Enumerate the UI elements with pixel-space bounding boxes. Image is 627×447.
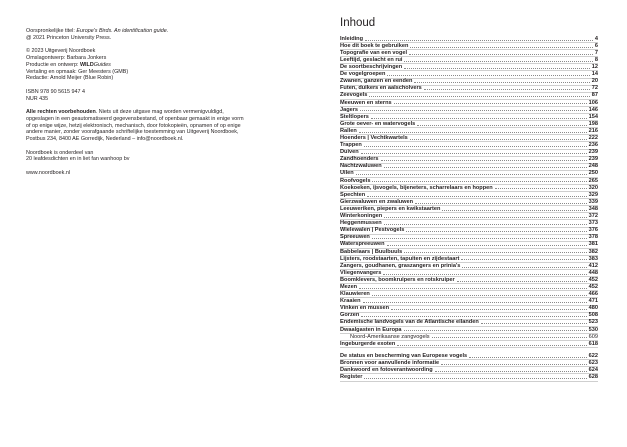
- toc-entry-title: Dankwoord en fotoverantwoording: [340, 367, 433, 373]
- toc-entry-title: Zangers, goudhanen, graszangers en prinia's: [340, 262, 461, 269]
- toc-leader-dots: [356, 174, 587, 175]
- toc-entry-title: Lijsters, roodstaarten, tapuiten en zijdestaart: [340, 255, 460, 262]
- toc-entry-title: Koekoeken, ijsvogels, bijeneters, scharrelaars en hoppen: [340, 184, 493, 191]
- toc-entry-page: 471: [588, 298, 598, 305]
- toc-entry-title: Roofvogels: [340, 177, 371, 184]
- toc-entry: [340, 367, 598, 374]
- toc-entry-page: 4: [594, 35, 598, 42]
- toc-entry-title: Futen, duikers en aalscholvers: [340, 85, 422, 92]
- toc-leader-dots: [391, 309, 587, 310]
- toc-entry-page: 8: [594, 56, 598, 63]
- toc-entry-title: Hoe dit boek te gebruiken: [340, 42, 409, 49]
- nur: NUR 435: [26, 95, 49, 102]
- toc-entry-page: 448: [588, 269, 598, 276]
- toc-entry-title: Zeevogels: [340, 92, 368, 99]
- toc-entry-title: Grote oever- en watervogels: [340, 120, 416, 127]
- toc-leader-dots: [404, 68, 590, 69]
- toc-leader-dots: [365, 40, 593, 41]
- toc-entry: [340, 121, 598, 128]
- toc-entry: [340, 374, 598, 381]
- toc-entry-title: Inleiding: [340, 35, 363, 42]
- translation-line: Vertaling en opmaak: Ger Meesters (GMB): [26, 68, 129, 75]
- toc-leader-dots: [381, 160, 587, 161]
- toc-leader-dots: [414, 82, 589, 83]
- toc-leader-dots: [462, 267, 586, 268]
- toc-entry-page: 480: [588, 305, 598, 312]
- toc-entry: [340, 341, 598, 348]
- toc-entry-title: Register: [340, 374, 363, 381]
- toc-leader-dots: [359, 132, 587, 133]
- credits-block: [26, 48, 296, 82]
- toc-entry: [340, 164, 598, 171]
- toc-leader-dots: [359, 288, 587, 289]
- toc-entry-title: Gierzwaluwen en zwaluwen: [340, 198, 414, 205]
- rights-heading: Alle rechten voorbehouden: [26, 108, 96, 115]
- toc-entry-page: 381: [588, 241, 598, 248]
- wildguides-logo: WILD: [79, 61, 94, 68]
- toc-entry-title: Topografie van een vogel: [340, 49, 408, 56]
- toc-leader-dots: [387, 245, 587, 246]
- toc-leader-dots: [461, 259, 586, 260]
- toc-leader-dots: [415, 203, 587, 204]
- website: www.noordboek.nl: [26, 169, 71, 176]
- toc-leader-dots: [364, 378, 586, 379]
- toc-entry-page: 452: [588, 283, 598, 290]
- toc-entry-title: Klauwieren: [340, 291, 370, 298]
- toc-entry-page: 348: [588, 205, 598, 212]
- toc-entry-page: 20: [591, 78, 598, 85]
- toc-leader-dots: [404, 252, 586, 253]
- toc-entry-page: 623: [588, 359, 598, 366]
- toc-entry-page: 239: [588, 156, 598, 163]
- toc-entry-title: Winterkoningen: [340, 213, 383, 220]
- toc-entry-page: 622: [588, 352, 598, 359]
- toc-entry-title: Spechten: [340, 191, 366, 198]
- toc-entry-page: 6: [594, 42, 598, 49]
- cover-design-line: Omslagontwerp: Barbara Jonkers: [26, 54, 107, 61]
- toc-entry-page: 609: [588, 333, 598, 340]
- toc-leader-dots: [404, 61, 592, 62]
- toc-leader-dots: [360, 110, 587, 111]
- toc-entry: [340, 277, 598, 284]
- toc-entry-page: 376: [588, 227, 598, 234]
- toc-title: Inhoud: [340, 17, 376, 29]
- toc-entry: [340, 228, 598, 235]
- toc-entry-page: 216: [588, 127, 598, 134]
- toc-leader-dots: [457, 281, 587, 282]
- toc-leader-dots: [432, 337, 587, 338]
- toc-entry-title: Leeuweriken, piepers en kwikstaarten: [340, 205, 441, 212]
- toc-entry-page: 14: [591, 71, 598, 78]
- toc-leader-dots: [442, 210, 586, 211]
- toc-leader-dots: [404, 330, 587, 331]
- toc-entry-title: Boomklevers, boomkruipers en rotskruiper: [340, 276, 455, 283]
- original-title-block: [26, 28, 296, 42]
- rights-line: Postbus 234, 8400 AE Gorredijk, Nederland – info@noordboek.nl.: [26, 136, 184, 143]
- toc-entry-title: Spreeuwen: [340, 234, 370, 241]
- toc-leader-dots: [371, 118, 587, 119]
- toc-leader-dots: [361, 316, 586, 317]
- toc-entry-page: 508: [588, 312, 598, 319]
- toc-leader-dots: [383, 274, 586, 275]
- toc-leader-dots: [384, 224, 587, 225]
- toc-entry-title: Meeuwen en sterns: [340, 99, 392, 106]
- toc-entry-page: 87: [591, 92, 598, 99]
- toc-entry-page: 523: [588, 319, 598, 326]
- toc-entry-page: 72: [591, 85, 598, 92]
- toc-entry-page: 12: [591, 64, 598, 71]
- publisher-line: Noordboek is onderdeel van: [26, 149, 94, 156]
- toc-entry-title: Duiven: [340, 149, 359, 156]
- toc-list: [340, 36, 598, 382]
- rights-block: [26, 109, 296, 143]
- toc-entry-title: Ingeburgerde exoten: [340, 340, 396, 347]
- toc-leader-dots: [409, 54, 593, 55]
- toc-entry-page: 339: [588, 198, 598, 205]
- toc-entry-page: 250: [588, 170, 598, 177]
- rights-line: Alle rechten voorbehouden. Niets uit deze uitgave mag worden vermenigvuldigd,: [26, 108, 224, 115]
- toc-entry-title: Wielewalen | Pestvogels: [340, 227, 405, 234]
- toc-entry: [340, 135, 598, 142]
- toc-entry-page: 624: [588, 367, 598, 373]
- toc-leader-dots: [397, 345, 586, 346]
- toc-entry: [340, 150, 598, 157]
- toc-entry-page: 222: [588, 135, 598, 141]
- toc-entry: [340, 185, 598, 192]
- toc-entry-page: 452: [588, 276, 598, 283]
- original-copyright: @ 2021 Princeton University Press.: [26, 34, 112, 41]
- toc-entry-page: 320: [588, 184, 598, 191]
- toc-entry-page: 198: [588, 120, 598, 127]
- isbn: ISBN 978 90 5615 947 4: [26, 88, 86, 95]
- toc-entry-title: Zandhoenders: [340, 156, 379, 163]
- website-block: [26, 170, 296, 177]
- toc-leader-dots: [417, 125, 586, 126]
- production-line: Productie en ontwerp: WILDGuides: [26, 61, 111, 68]
- toc-leader-dots: [364, 146, 587, 147]
- copyright-line: © 2023 Uitgeverij Noordboek: [26, 48, 96, 55]
- toc-leader-dots: [469, 357, 587, 358]
- table-of-contents: [340, 16, 598, 382]
- toc-entry-page: 146: [588, 106, 598, 113]
- editor-line: Redactie: Arnold Meijer (Blue Robin): [26, 75, 114, 82]
- toc-entry-title: Hoenders | Vechtkwartels: [340, 135, 408, 141]
- toc-entry-title: Trappen: [340, 142, 362, 149]
- isbn-block: [26, 89, 296, 103]
- toc-leader-dots: [410, 47, 592, 48]
- toc-leader-dots: [435, 371, 587, 372]
- toc-leader-dots: [406, 231, 586, 232]
- toc-leader-dots: [481, 323, 587, 324]
- toc-entry-title: Gorzen: [340, 312, 360, 319]
- toc-entry-page: 329: [588, 191, 598, 198]
- toc-entry-page: 372: [588, 213, 598, 220]
- toc-entry: [340, 291, 598, 298]
- toc-leader-dots: [387, 75, 589, 76]
- toc-entry-title: Dwaalgasten in Europa: [340, 326, 402, 333]
- toc-entry-page: 373: [588, 220, 598, 227]
- toc-entry-title: Vliegenvangers: [340, 269, 382, 276]
- toc-entry-title: Mezen: [340, 283, 358, 290]
- toc-entry-page: 106: [588, 99, 598, 106]
- toc-leader-dots: [367, 196, 586, 197]
- toc-entry: [340, 171, 598, 178]
- toc-entry-title: Rallen: [340, 127, 357, 134]
- toc-entry-title: Jagers: [340, 106, 359, 113]
- toc-leader-dots: [363, 302, 587, 303]
- toc-entry-title: Heggenmussen: [340, 220, 382, 227]
- toc-entry: [340, 86, 598, 93]
- toc-entry-title: Bronnen voor aanvullende informatie: [340, 359, 440, 366]
- toc-entry-page: 382: [588, 248, 598, 255]
- toc-entry-page: 239: [588, 149, 598, 156]
- toc-entry-page: 154: [588, 113, 598, 120]
- toc-entry-page: 618: [588, 340, 598, 347]
- toc-leader-dots: [372, 181, 586, 182]
- toc-entry-title: Waterspreeuwen: [340, 241, 385, 248]
- toc-leader-dots: [424, 89, 590, 90]
- toc-entry-title: Uilen: [340, 170, 354, 177]
- toc-leader-dots: [384, 217, 586, 218]
- toc-leader-dots: [372, 295, 587, 296]
- toc-entry-title: De soortbeschrijvingen: [340, 64, 403, 71]
- toc-entry-title: Steltlopers: [340, 113, 369, 120]
- toc-leader-dots: [372, 238, 587, 239]
- toc-entry-title: Babbelaars | Buulbuuls: [340, 248, 403, 255]
- toc-entry-title: Vinken en mussen: [340, 305, 390, 312]
- toc-entry: [340, 306, 598, 313]
- toc-entry-page: 236: [588, 142, 598, 149]
- toc-entry-title: Kraaien: [340, 298, 361, 305]
- colophon: [26, 28, 296, 183]
- toc-entry-page: 412: [588, 262, 598, 269]
- toc-leader-dots: [394, 103, 587, 104]
- toc-entry-title: Endemische landvogels van de Atlantische eilanden: [340, 319, 479, 326]
- toc-entry-page: 248: [588, 163, 598, 170]
- toc-entry: [340, 100, 598, 107]
- toc-entry-page: 466: [588, 291, 598, 298]
- toc-leader-dots: [495, 188, 587, 189]
- publisher-block: [26, 150, 296, 164]
- toc-entry-title: De vogelgroepen: [340, 71, 386, 78]
- rights-line: andere manier, zonder voorafgaande schriftelijke toestemming van Uitgeverij Noordboek,: [26, 129, 239, 136]
- toc-leader-dots: [384, 167, 587, 168]
- original-title: Oorspronkelijke titel: Europe's Birds. An identification guide.: [26, 28, 169, 34]
- toc-entry-title: Nachtzwaluwen: [340, 163, 382, 170]
- toc-entry-title: De status en bescherming van Europese vogels: [340, 352, 468, 359]
- toc-entry-title: Noord-Amerikaanse zangvogels: [350, 333, 430, 340]
- toc-leader-dots: [361, 153, 587, 154]
- toc-entry: [340, 284, 598, 291]
- rights-line: opgeslagen in een geautomatiseerd gegevensbestand, of openbaar gemaakt in enige vorm: [26, 115, 244, 122]
- rights-line: of op enige wijze, hetzij elektronisch, mechanisch, door fotokopieën, opnamen of op enige: [26, 122, 241, 129]
- toc-entry-page: 7: [594, 49, 598, 56]
- toc-entry: [340, 107, 598, 114]
- toc-entry-page: 530: [588, 326, 598, 333]
- toc-entry-page: 383: [588, 255, 598, 262]
- toc-entry-title: Leeftijd, geslacht en rui: [340, 56, 403, 63]
- toc-entry-page: 628: [588, 374, 598, 381]
- toc-entry-title: Zwanen, ganzen en eenden: [340, 78, 413, 85]
- toc-entry: [340, 142, 598, 149]
- publisher-line: 20 leafdesdichten en in liet fan wanhoop bv: [26, 156, 130, 163]
- toc-entry-page: 378: [588, 234, 598, 241]
- toc-entry-page: 265: [588, 177, 598, 184]
- toc-leader-dots: [369, 96, 589, 97]
- toc-leader-dots: [410, 139, 587, 140]
- toc-leader-dots: [441, 364, 587, 365]
